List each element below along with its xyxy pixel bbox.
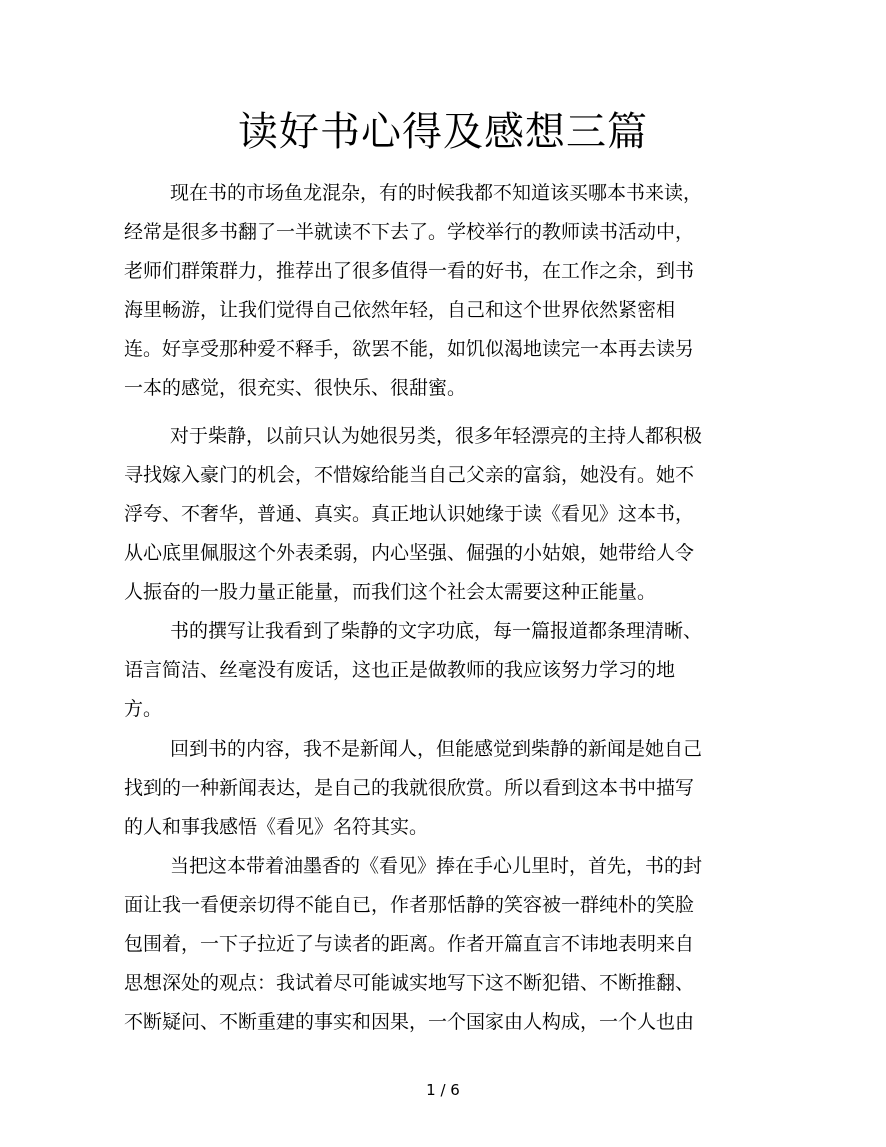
text-line: 面让我一看便亲切得不能自已，作者那恬静的笑容被一群纯朴的笑脸: [124, 894, 695, 916]
text-line: 从心底里佩服这个外表柔弱，内心坚强、倔强的小姑娘，她带给人令: [124, 542, 695, 564]
text-line: 的人和事我感悟《看见》名符其实。: [124, 816, 429, 838]
text-line: 当把这本带着油墨香的《看见》捧在手心儿里时，首先，书的封: [170, 855, 703, 877]
text-line: 找到的一种新闻表达，是自己的我就很欣赏。所以看到这本书中描写: [124, 777, 695, 799]
text-line: 人振奋的一股力量正能量，而我们这个社会太需要这种正能量。: [124, 581, 657, 603]
page-title: 读好书心得及感想三篇: [238, 109, 648, 155]
text-line: 不断疑问、不断重建的事实和因果，一个国家由人构成，一个人也由: [124, 1011, 695, 1033]
page-number: 1 / 6: [426, 1081, 460, 1099]
text-line: 思想深处的观点：我试着尽可能诚实地写下这不断犯错、不断推翻、: [124, 972, 695, 994]
text-line: 包围着，一下子拉近了与读者的距离。作者开篇直言不讳地表明来自: [124, 933, 695, 955]
text-line: 寻找嫁入豪门的机会，不惜嫁给能当自己父亲的富翁，她没有。她不: [124, 464, 695, 486]
text-line: 回到书的内容，我不是新闻人，但能感觉到柴静的新闻是她自己: [170, 738, 703, 760]
text-line: 现在书的市场鱼龙混杂，有的时候我都不知道该买哪本书来读，: [170, 182, 703, 204]
text-line: 语言简洁、丝毫没有废话，这也正是做教师的我应该努力学习的地: [124, 659, 676, 681]
text-line: 书的撰写让我看到了柴静的文字功底，每一篇报道都条理清晰、: [170, 620, 703, 642]
text-line: 对于柴静，以前只认为她很另类，很多年轻漂亮的主持人都积极: [170, 425, 703, 447]
text-line: 经常是很多书翻了一半就读不下去了。学校举行的教师读书活动中，: [124, 221, 695, 243]
text-line: 连。好享受那种爱不释手，欲罢不能，如饥似渴地读完一本再去读另: [124, 338, 695, 360]
text-line: 浮夸、不奢华，普通、真实。真正地认识她缘于读《看见》这本书，: [124, 503, 695, 525]
text-line: 方。: [124, 698, 163, 720]
text-line: 老师们群策群力，推荐出了很多值得一看的好书，在工作之余，到书: [124, 260, 695, 282]
text-line: 一本的感觉，很充实、很快乐、很甜蜜。: [124, 377, 467, 399]
text-line: 海里畅游，让我们觉得自己依然年轻，自己和这个世界依然紧密相: [124, 299, 676, 321]
